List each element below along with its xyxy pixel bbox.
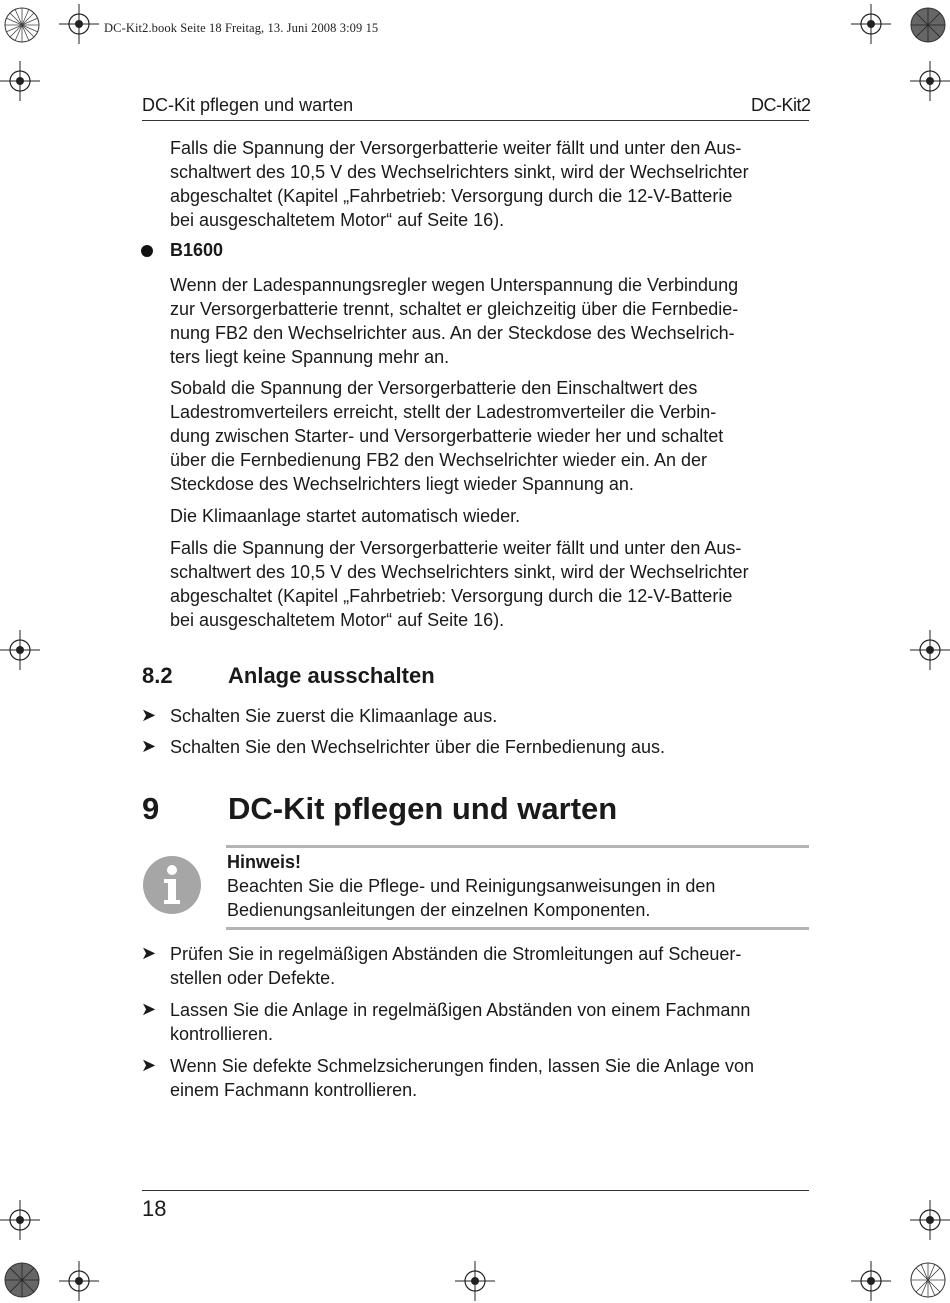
b1600-paragraph-3: [170, 504, 810, 528]
crosshair-mark: [910, 1200, 950, 1240]
text-line: dung zwischen Starter- und Versorgerbatterie wieder her und schaltet: [170, 426, 724, 446]
rosette-mark-bottom-left: [4, 1262, 40, 1298]
note-rule-bottom: [226, 927, 809, 930]
b1600-paragraph-2: [170, 376, 810, 496]
rosette-mark-top-right: [910, 7, 946, 43]
crosshair-mark: [455, 1261, 495, 1301]
crosshair-mark: [59, 1261, 99, 1301]
page-number: 18: [142, 1196, 167, 1221]
step-item: [170, 998, 810, 1046]
section-title: Anlage ausschalten: [228, 663, 435, 688]
text-line: abgeschaltet (Kapitel „Fahrbetrieb: Versorgung durch die 12-V-Batterie: [170, 186, 733, 206]
step-item: [170, 735, 810, 759]
running-header-product: DC-Kit2: [751, 95, 811, 115]
text-line: schaltwert des 10,5 V des Wechselrichters sinkt, wird der Wechselrichter: [170, 562, 749, 582]
footer-rule: [142, 1190, 809, 1191]
text-line: Steckdose des Wechselrichters liegt wieder Spannung an.: [170, 474, 634, 494]
text-line: bei ausgeschaltetem Motor“ auf Seite 16).: [170, 610, 505, 630]
text-line: zur Versorgerbatterie trennt, schaltet er gleichzeitig über die Fernbedie-: [170, 299, 739, 319]
crosshair-mark: [0, 1200, 40, 1240]
text-line: über die Fernbedienung FB2 den Wechselrichter wieder ein. An der: [170, 450, 707, 470]
step-item: [170, 1054, 810, 1102]
crosshair-mark: [0, 61, 40, 101]
text-line: Die Klimaanlage startet automatisch wieder.: [170, 506, 521, 526]
text-line: Falls die Spannung der Versorgerbatterie weiter fällt und unter den Aus-: [170, 138, 742, 158]
step-item: [170, 704, 810, 728]
text-line: Bedienungsanleitungen der einzelnen Komponenten.: [227, 900, 651, 920]
rosette-mark-top-left: [4, 7, 40, 43]
b1600-paragraph-1: [170, 273, 810, 369]
text-line: Lassen Sie die Anlage in regelmäßigen Abständen von einem Fachmann: [170, 1000, 751, 1020]
text-line: schaltwert des 10,5 V des Wechselrichters sinkt, wird der Wechselrichter: [170, 162, 749, 182]
header-rule: [142, 120, 809, 121]
note-rule-top: [226, 845, 809, 848]
crosshair-mark: [910, 61, 950, 101]
text-line: abgeschaltet (Kapitel „Fahrbetrieb: Versorgung durch die 12-V-Batterie: [170, 586, 733, 606]
crosshair-mark: [0, 630, 40, 670]
text-line: Falls die Spannung der Versorgerbatterie weiter fällt und unter den Aus-: [170, 538, 742, 558]
text-line: kontrollieren.: [170, 1024, 274, 1044]
crosshair-mark: [851, 1261, 891, 1301]
crosshair-mark: [59, 4, 99, 44]
running-header-title: DC-Kit pflegen und warten: [142, 95, 354, 115]
text-line: Wenn Sie defekte Schmelzsicherungen finden, lassen Sie die Anlage von: [170, 1056, 755, 1076]
text-line: Ladestromverteilers erreicht, stellt der Ladestromverteiler die Verbin-: [170, 402, 717, 422]
arrow-marker-icon: ➤: [141, 1055, 157, 1076]
bullet-dot: [141, 245, 153, 257]
note-text: [227, 874, 867, 922]
text-line: bei ausgeschaltetem Motor“ auf Seite 16).: [170, 210, 505, 230]
text-line: ters liegt keine Spannung mehr an.: [170, 347, 450, 367]
text-line: stellen oder Defekte.: [170, 968, 336, 988]
bullet-heading-b1600: B1600: [170, 240, 224, 260]
note-title: Hinweis!: [227, 852, 302, 872]
text-line: Prüfen Sie in regelmäßigen Abständen die Stromleitungen auf Scheuer-: [170, 944, 742, 964]
text-line: Schalten Sie den Wechselrichter über die Fernbedienung aus.: [170, 737, 665, 757]
step-item: [170, 942, 810, 990]
rosette-mark-bottom-right: [910, 1262, 946, 1298]
print-slug: DC-Kit2.book Seite 18 Freitag, 13. Juni 2008 3:09 15: [104, 21, 379, 35]
arrow-marker-icon: ➤: [141, 736, 157, 757]
text-line: nung FB2 den Wechselrichter aus. An der Steckdose des Wechselrich-: [170, 323, 735, 343]
arrow-marker-icon: ➤: [141, 705, 157, 726]
info-icon: [142, 855, 202, 915]
text-line: einem Fachmann kontrollieren.: [170, 1080, 418, 1100]
arrow-marker-icon: ➤: [141, 999, 157, 1020]
intro-paragraph: [170, 136, 810, 232]
section-number: 8.2: [142, 663, 173, 688]
text-line: Schalten Sie zuerst die Klimaanlage aus.: [170, 706, 498, 726]
arrow-marker-icon: ➤: [141, 943, 157, 964]
chapter-title: DC-Kit pflegen und warten: [228, 791, 618, 826]
text-line: Sobald die Spannung der Versorgerbatterie den Einschaltwert des: [170, 378, 698, 398]
b1600-paragraph-4: [170, 536, 810, 632]
text-line: Beachten Sie die Pflege- und Reinigungsanweisungen in den: [227, 876, 716, 896]
crosshair-mark: [851, 4, 891, 44]
crosshair-mark: [910, 630, 950, 670]
chapter-number: 9: [142, 791, 160, 826]
text-line: Wenn der Ladespannungsregler wegen Unterspannung die Verbindung: [170, 275, 739, 295]
